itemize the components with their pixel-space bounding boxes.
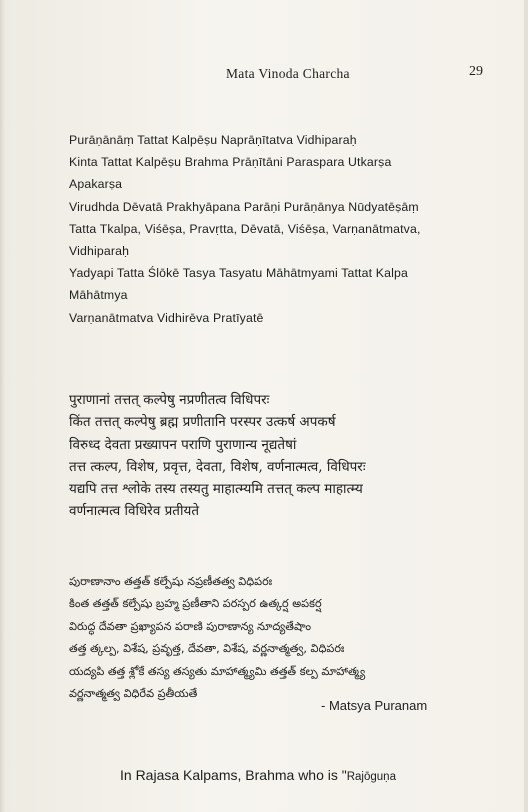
sanskrit-line: तत्त त्कल्प, विशेष, प्रवृत्त, देवता, विशेष, वर्णनात्मत्व, विधिपरः: [69, 458, 366, 475]
telugu-line: పురాణానాం తత్తత్ కల్పేషు నప్రణీతత్వ విధిపరః: [69, 575, 273, 588]
transliteration-line: Vidhiparaḥ: [69, 244, 130, 259]
running-title: Mata Vinoda Charcha: [226, 66, 350, 81]
paragraph-term: Rajōguṇa: [346, 771, 396, 783]
sanskrit-verse-block: [69, 389, 489, 523]
transliteration-line: Varṇanātmatva Vidhirēva Pratīyatē: [69, 310, 264, 325]
transliteration-line: Tatta Tkalpa, Viśēṣa, Pravṛtta, Dēvatā, Viśēṣa, Varṇanātmatva,: [69, 221, 421, 236]
sanskrit-line: पुराणानां तत्तत् कल्पेषु नप्रणीतत्व विधिपरः: [69, 392, 270, 408]
transliteration-line: Kinta Tattat Kalpēṣu Brahma Prāṇītāni Paraspara Utkarṣa: [69, 155, 392, 170]
sanskrit-line: वर्णनात्मत्व विधिरेव प्रतीयते: [69, 503, 200, 520]
sanskrit-line: यद्यपि तत्त श्लोके तस्य तस्यतु माहात्म्यमि तत्तत् कल्प माहात्म्य: [69, 481, 363, 498]
transliteration-line: Apakarṣa: [69, 177, 123, 192]
telugu-line: యద్యపి తత్త శ్లోకే తస్య తస్యతు మాహాత్మ్యమి తత్తత్ కల్ప మాహాత్మ్య: [69, 664, 366, 678]
sanskrit-line: विरुध्द देवता प्रख्यापन पराणि पुराणान्य नूद्यतेषां: [69, 436, 297, 453]
paragraph-text: In Rajasa Kalpams, Brahma who is ": [120, 767, 347, 783]
transliteration-block: [69, 129, 489, 329]
telugu-line: వర్ణనాత్మత్వ విధిరేవ ప్రతీయతే: [69, 687, 198, 701]
running-header: [0, 64, 528, 84]
telugu-line: తత్త త్కల్ప, విశేష, ప్రవృత్త, దేవతా, విశేష, వర్ణనాత్మత్వ, విధిపరః: [69, 642, 345, 656]
telugu-line: విరుద్ధ దేవతా ప్రఖ్యాపన పరాణి పురాణాన్య నూద్యతేషాం: [69, 619, 312, 633]
sanskrit-line: किंत तत्तत् कल्पेषु ब्रह्म प्रणीतानि परस्पर उत्कर्ष अपकर्ष: [69, 414, 336, 431]
body-paragraph: [120, 767, 520, 783]
transliteration-line: Purāṇānāṃ Tattat Kalpēṣu Naprāṇītatva Vidhiparaḥ: [69, 133, 357, 147]
transliteration-line: Virudhda Dēvatā Prakhyāpana Parāṇi Purāṇānya Nūdyatēṣāṃ: [69, 199, 419, 214]
transliteration-line: Yadyapi Tatta Ślōkē Tasya Tasyatu Māhātmyami Tattat Kalpa: [69, 266, 408, 281]
page-edge-right: [524, 0, 528, 812]
source-attribution: - Matsya Puranam: [321, 698, 428, 713]
page-edge-left: [0, 0, 6, 812]
telugu-verse-block: [69, 571, 499, 705]
telugu-line: కింత తత్తత్ కల్పేషు బ్రహ్మ ప్రణీతాని పరస్పర ఉత్కర్ష అపకర్ష: [69, 597, 322, 611]
transliteration-line: Māhātmya: [69, 288, 128, 303]
page-number: 29: [469, 64, 483, 79]
